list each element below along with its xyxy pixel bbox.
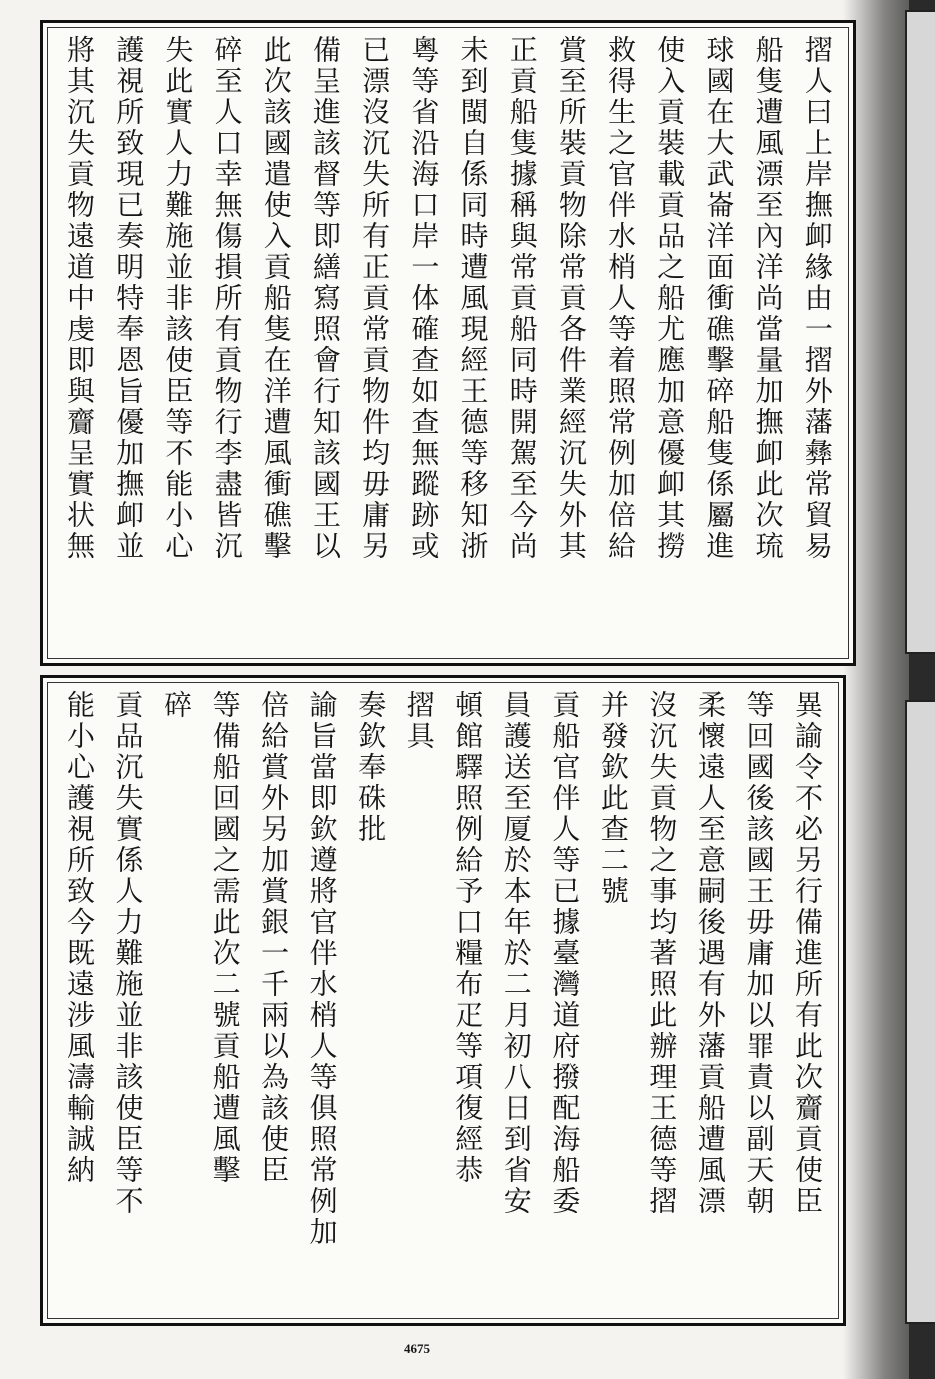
text-column: 奏欽奉硃批 bbox=[354, 690, 388, 845]
text-column: 員護送至厦於本年於二月初八日到省安 bbox=[499, 690, 533, 1217]
text-column: 貢品沉失實係人力難施並非該使臣等不 bbox=[111, 690, 145, 1217]
text-column: 諭旨當即欽遵將官伴水梢人等俱照常例加 bbox=[305, 690, 339, 1248]
text-column: 未到閩自係同時遭風現經王德等移知浙 bbox=[456, 35, 490, 562]
text-column: 頓館驛照例給予口糧布疋等項復經恭 bbox=[451, 690, 485, 1186]
text-column: 失此實人力難施並非該使臣等不能小心 bbox=[161, 35, 195, 562]
text-column: 摺人曰上岸撫卹緣由一摺外藩彝常貿易 bbox=[800, 35, 834, 562]
text-column: 使入貢裝載貢品之船尤應加意優卹其撈 bbox=[653, 35, 687, 562]
text-column: 貢船官伴人等已據臺灣道府撥配海船委 bbox=[548, 690, 582, 1217]
text-column: 護視所致現已奏明特奉恩旨優加撫卹並 bbox=[112, 35, 146, 562]
text-column: 此次該國遣使入貢船隻在洋遭風衝礁擊 bbox=[259, 35, 293, 562]
page-number: 4675 bbox=[404, 1341, 430, 1356]
text-column: 已漂沒沉失所有正貢常貢物件均毋庸另 bbox=[358, 35, 392, 562]
text-column: 船隻遭風漂至內洋尚當量加撫卹此次琉 bbox=[751, 35, 785, 562]
bottom-text-columns bbox=[57, 690, 829, 1311]
text-column: 異諭令不必另行備進所有此次齎貢使臣 bbox=[790, 690, 824, 1217]
facing-page-frame-top bbox=[905, 10, 935, 654]
text-column: 能小心護視所致今既遠涉風濤輸誠納 bbox=[63, 690, 96, 1186]
bottom-text-panel bbox=[40, 675, 846, 1326]
text-column: 倍給賞外另加賞銀一千兩以為該使臣 bbox=[257, 690, 291, 1186]
text-column: 柔懷遠人至意嗣後遇有外藩貢船遭風漂 bbox=[693, 690, 727, 1217]
text-column: 并發欽此查二號 bbox=[596, 690, 630, 907]
text-column: 賞至所裝貢物除常貢各件業經沉失外其 bbox=[554, 35, 588, 562]
text-column: 球國在大武崙洋面衝礁擊碎船隻係屬進 bbox=[702, 35, 736, 562]
text-column: 等備船回國之需此次二號貢船遭風擊 bbox=[208, 690, 242, 1186]
text-column: 救得生之官伴水梢人等着照常例加倍給 bbox=[604, 35, 638, 562]
text-column: 碎 bbox=[160, 690, 194, 721]
text-column: 碎至人口幸無傷損所有貢物行李盡皆沉 bbox=[210, 35, 244, 562]
facing-page-frame-bottom bbox=[905, 700, 935, 1324]
text-column: 粵等省沿海口岸一体確查如查無蹤跡或 bbox=[407, 35, 441, 562]
text-column: 將其沉失貢物遠道中虔即與齎呈實状無 bbox=[63, 35, 96, 562]
top-text-columns bbox=[57, 35, 839, 651]
top-text-panel bbox=[40, 20, 856, 666]
text-column: 摺具 bbox=[402, 690, 436, 752]
text-column: 等回國後該國王毋庸加以罪責以副天朝 bbox=[742, 690, 776, 1217]
text-column: 沒沉失貢物之事均著照此辦理王德等摺 bbox=[645, 690, 679, 1217]
text-column: 備呈進該督等即繕寫照會行知該國王以 bbox=[308, 35, 342, 562]
text-column: 正貢船隻據稱與常貢船同時開駕至今尚 bbox=[505, 35, 539, 562]
